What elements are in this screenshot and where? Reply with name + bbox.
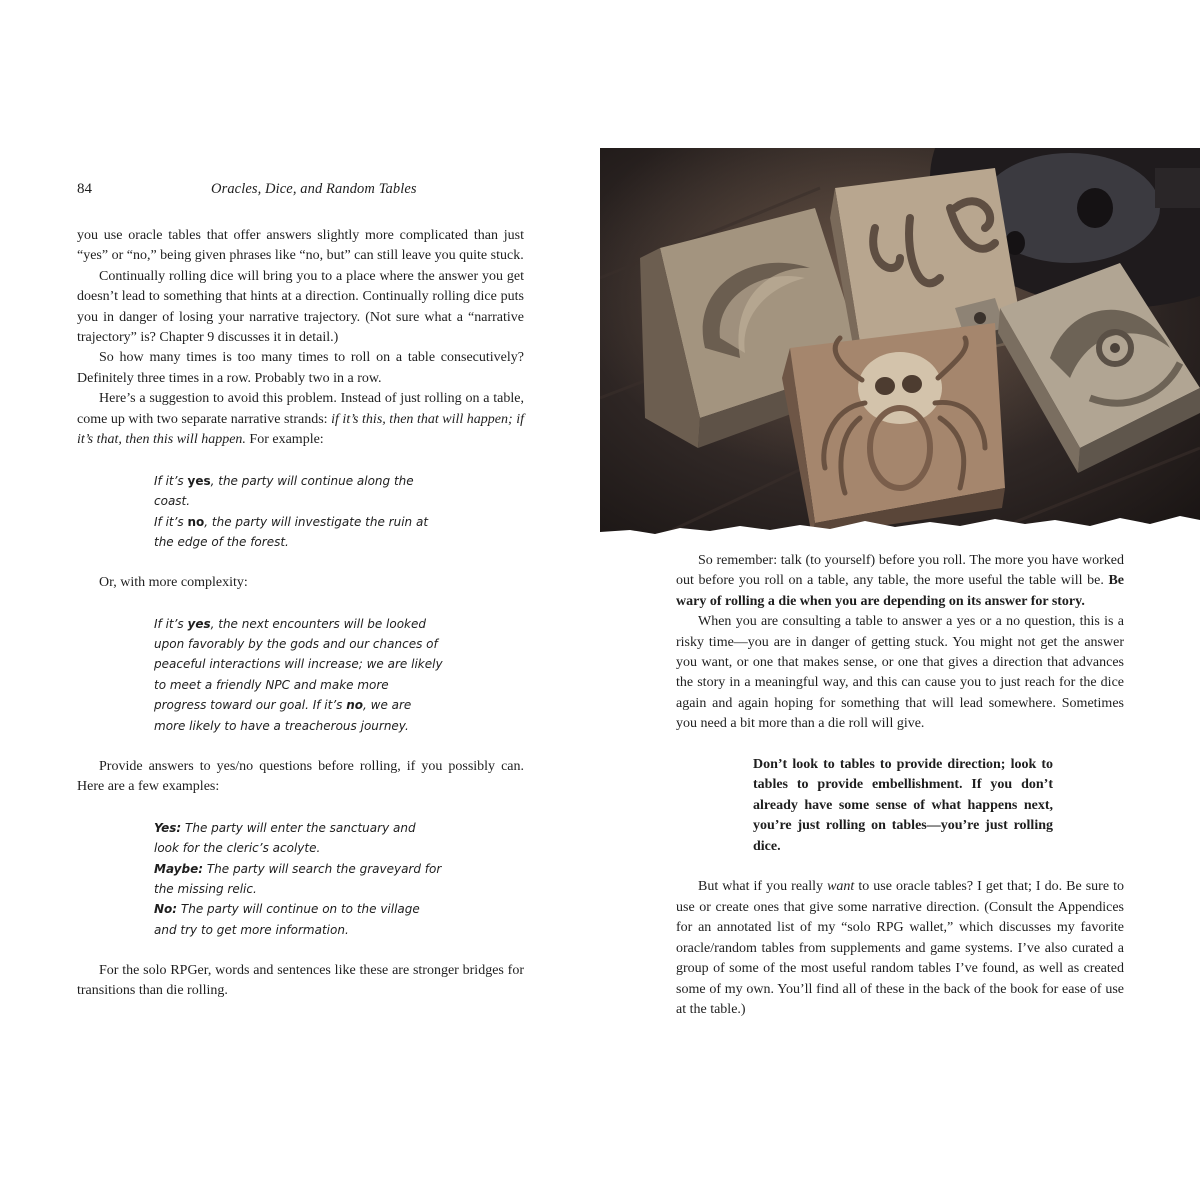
example-text: , the party will investigate the ruin at the edge of the forest. [154, 514, 429, 550]
example-keyword: no [346, 698, 363, 713]
callout-block: Don’t look to tables to provide direction; look to tables to provide embellishment. If you don’t already have some sense of what happens next, you’re just rolling on tables—you’re just rolling dice. [753, 757, 1053, 854]
example-text: , the party will continue along the coast. [154, 473, 414, 509]
page-number: 84 [77, 181, 92, 197]
running-head [77, 181, 527, 203]
right-body-text [676, 551, 1124, 1020]
paragraph: Continually rolling dice will bring you to a place where the answer you get doesn’t lead to something that hints at a direction. Continually rolling dice puts you in danger of losing your narrative trajectory. (Not sure what a “narrative trajectory” is? Chapter 9 discusses it in detail.) [77, 268, 524, 346]
example-keyword: yes [187, 616, 211, 631]
paragraph: Or, with more complexity: [99, 574, 248, 590]
example-block-3 [154, 818, 444, 940]
example-text: , we are more likely to have a treacherous journey. [154, 698, 412, 733]
paragraph [77, 389, 524, 450]
paragraph: When you are consulting a table to answer a yes or a no question, this is a risky time—you are in danger of getting stuck. You might not get the answer you want, or one that makes sense, or one that gives a direction that advances the story in a meaningful way, and this can cause you to just reach for the dice again and again hoping for something that will lead somewhere. Sometimes you need a bit more than a die roll will give. [676, 614, 1124, 732]
example-keyword: no [187, 514, 205, 529]
paragraph-text: to use oracle tables? I get that; I do. Be sure to use or create ones that give some narrative direction. (Consult the Appendices for an annotated list of my “solo RPG wallet,” which discusses my favorite oracle/random tables from supplements and game systems. I’ve also curated a group of some of the most useful random tables I’ve found, as well as created some of my own. You’ll find all of these in the back of the book for ease of use at the table.) [676, 879, 1124, 1017]
paragraph [676, 551, 1124, 612]
paragraph-emphasis: want [827, 879, 855, 895]
example-label: No: [154, 902, 178, 917]
left-body-text [77, 226, 524, 1001]
paragraph-emphasis: Be wary of rolling a die when you are depending on its answer for story. [676, 573, 1124, 609]
example-keyword: yes [187, 473, 211, 488]
example-block-2 [154, 614, 444, 736]
paragraph-text: So remember: talk (to yourself) before you roll. The more you have worked out before you roll on a table, any table, the more useful the table will be. [676, 553, 1124, 589]
paragraph: So how many times is too many times to roll on a table consecutively? Definitely three times in a row. Probably two in a row. [77, 350, 524, 386]
paragraph-text: Here’s a suggestion to avoid this problem. Instead of just rolling on a table, come up with two separate narrative strands: [77, 391, 524, 427]
example-text: If it’s [154, 616, 188, 631]
dice-tiles-illustration [600, 148, 1200, 536]
spider-tile [782, 323, 1005, 536]
paragraph [676, 877, 1124, 1020]
paragraph: Provide answers to yes/no questions before rolling, if you possibly can. Here are a few examples: [77, 758, 524, 794]
example-text: The party will enter the sanctuary and look for the cleric’s acolyte. [154, 820, 416, 856]
paragraph-text: For example: [245, 432, 324, 448]
example-block-1 [154, 471, 444, 553]
example-text: The party will continue on to the village and try to get more information. [154, 902, 420, 937]
example-text: If it’s [154, 514, 188, 529]
example-label: Maybe: [154, 861, 204, 876]
paragraph-emphasis: if it’s this, then that will happen; if it’s that, then this will happen. [77, 411, 524, 448]
paragraph: For the solo RPGer, words and sentences like these are stronger bridges for transitions than die rolling. [77, 962, 524, 998]
paragraph: you use oracle tables that offer answers slightly more complicated than just “yes” or “no,” being given phrases like “no, but” can still leave you quite stuck. [77, 228, 524, 264]
paragraph-text: But what if you really [698, 879, 828, 895]
example-label: Yes: [154, 820, 182, 835]
example-text: If it’s [154, 473, 188, 488]
running-title: Oracles, Dice, and Random Tables [211, 181, 417, 197]
example-text: The party will search the graveyard for the missing relic. [154, 861, 442, 896]
example-text: , the next encounters will be looked upon favorably by the gods and our chances of peaceful interactions will increase; we are likely to meet a friendly NPC and make more progress toward our goal. If it’s [154, 616, 443, 713]
